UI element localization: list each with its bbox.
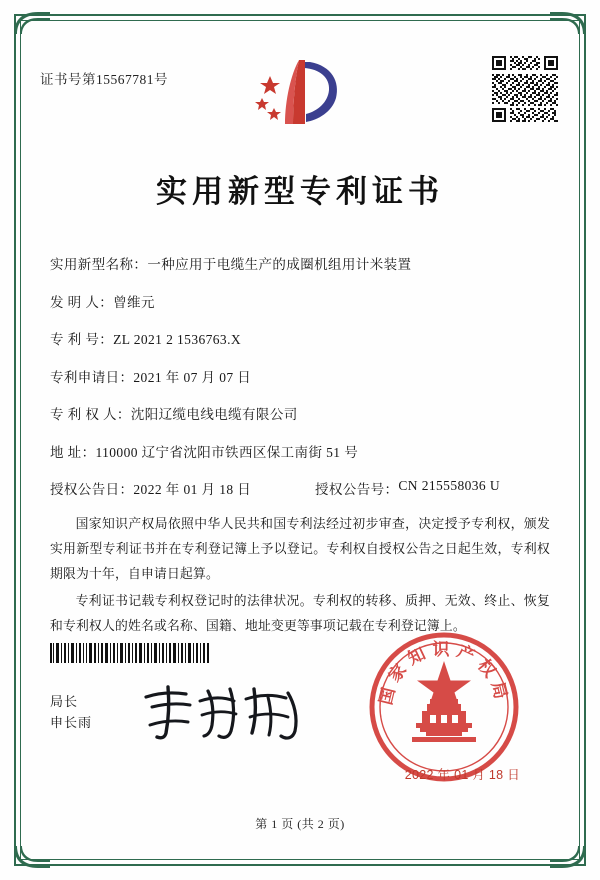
barcode-icon xyxy=(50,643,210,663)
field-value: 110000 辽宁省沈阳市铁西区保工南街 51 号 xyxy=(95,444,359,460)
seal-date: 2022 年 01 月 18 日 xyxy=(404,768,520,782)
paragraph-registry-statement: 专利证书记载专利权登记时的法律状况。专利权的转移、质押、无效、终止、恢复和专利权人的姓名或名称、国籍、地址变更等事项记载在专利登记簿上。 xyxy=(50,593,550,633)
patent-office-logo-icon xyxy=(252,56,348,130)
field-label: 专 利 号： xyxy=(50,332,114,347)
field-value: 曾维元 xyxy=(113,294,155,310)
page-number: 第 1 页 (共 2 页) xyxy=(255,817,345,831)
field-grant-publication-number xyxy=(315,478,558,498)
field-patentee xyxy=(50,403,558,423)
director-name: 申长雨 xyxy=(50,715,93,731)
field-application-date xyxy=(50,366,558,386)
header-row xyxy=(28,28,572,138)
certificate-number: 证书号第15567781号 xyxy=(40,72,168,87)
field-value: 一种应用于电缆生产的成圈机组用计米装置 xyxy=(147,257,412,272)
footer xyxy=(28,640,572,831)
field-value: 2022 年 01 月 18 日 xyxy=(133,482,252,497)
director-block xyxy=(50,691,92,734)
field-value: ZL 2021 2 1536763.X xyxy=(113,332,241,347)
official-red-seal-icon xyxy=(364,627,524,787)
field-label: 地 址： xyxy=(50,444,96,460)
page-title: 实用新型专利证书 xyxy=(156,174,444,209)
field-label: 专利申请日： xyxy=(50,369,134,385)
field-utility-model-name xyxy=(50,253,558,273)
field-inventor xyxy=(50,291,558,311)
field-address xyxy=(50,441,558,461)
handwritten-signature-icon xyxy=(138,681,313,743)
qr-code-icon xyxy=(492,56,558,122)
legal-text xyxy=(28,512,572,639)
svg-text:国家知识产权局: 国家知识产权局 xyxy=(376,640,512,707)
director-label: 局长 xyxy=(50,694,79,709)
field-value: 2021 年 07 月 07 日 xyxy=(133,369,252,385)
field-label: 专 利 权 人： xyxy=(50,407,131,422)
paragraph-grant-statement: 国家知识产权局依照中华人民共和国专利法经过初步审查，决定授予专利权，颁发实用新型专利证书并在专利登记簿上予以登记。专利权自授权公告之日起生效，专利权期限为十年，自申请日起算。 xyxy=(50,517,550,581)
field-label: 发 明 人： xyxy=(50,294,114,310)
certificate-content xyxy=(28,28,572,852)
field-label: 授权公告号： xyxy=(315,482,399,497)
field-grant-row xyxy=(50,478,558,498)
field-grant-date xyxy=(50,478,315,498)
field-label: 授权公告日： xyxy=(50,482,134,497)
field-value: 沈阳辽缆电线电缆有限公司 xyxy=(130,407,298,422)
field-value: CN 215558036 U xyxy=(398,478,501,493)
field-list xyxy=(28,253,572,498)
field-patent-number xyxy=(50,328,558,348)
field-label: 实用新型名称： xyxy=(50,257,148,272)
